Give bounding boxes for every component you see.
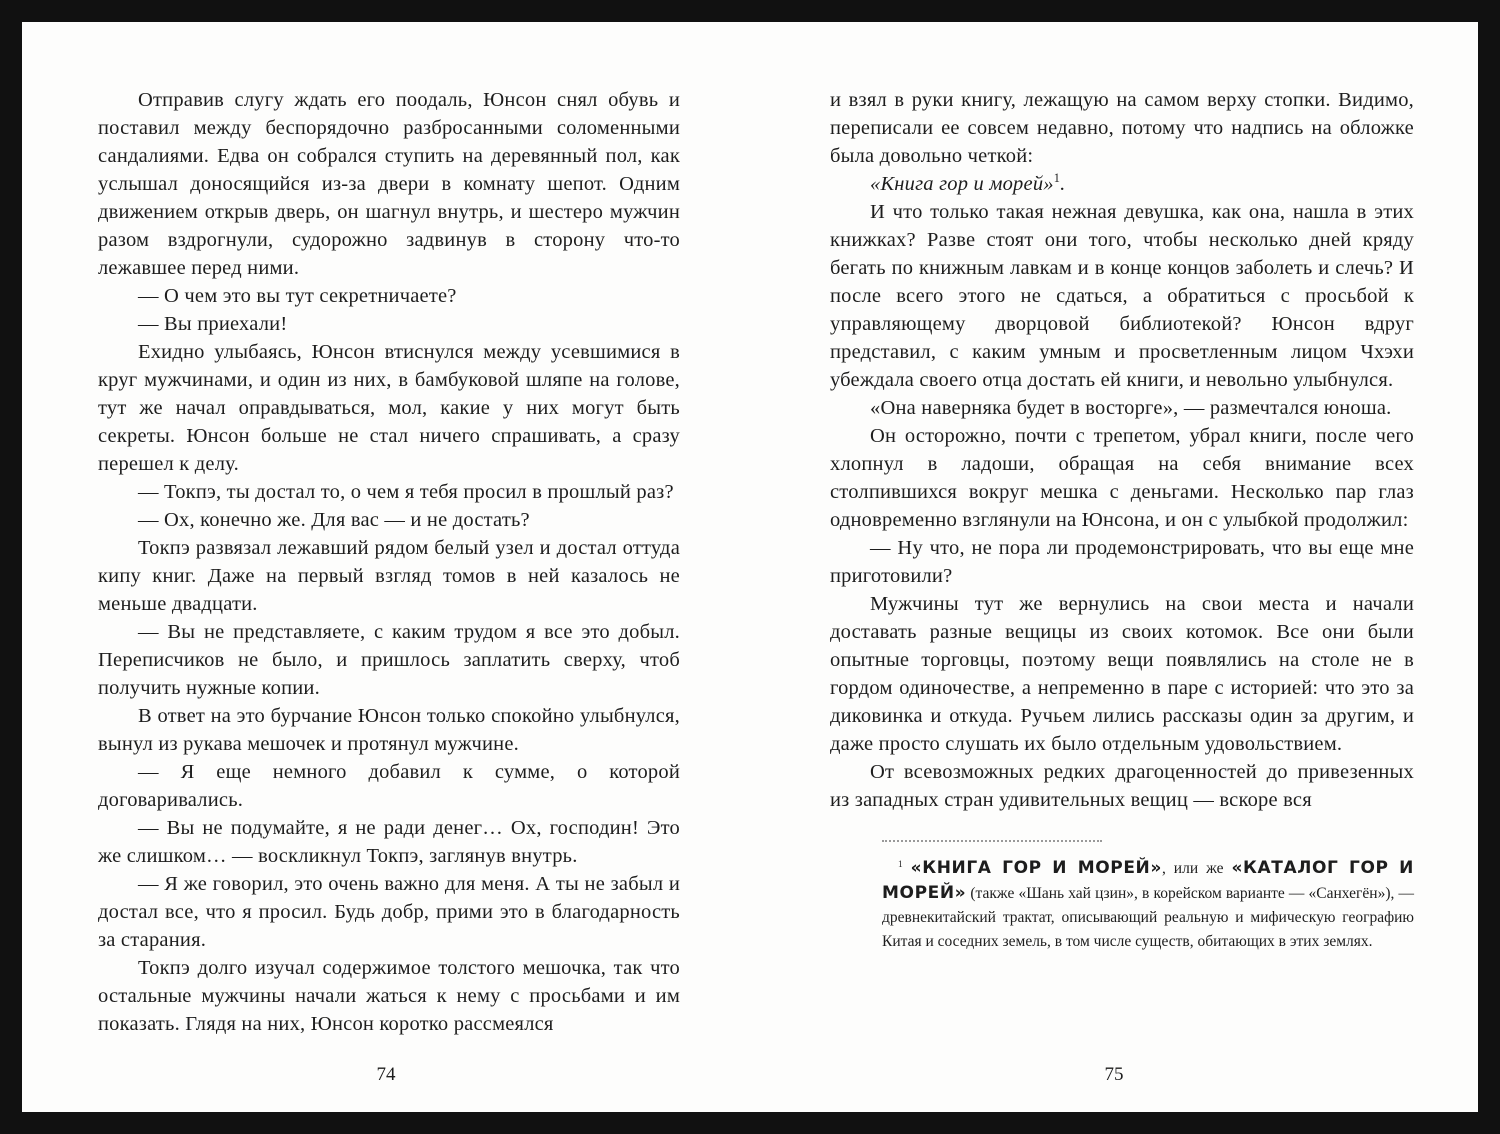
text-segment: — Токпэ, ты достал то, о чем я тебя просил в прошлый раз? bbox=[138, 481, 674, 503]
text-segment: — Ну что, не пора ли продемонстрировать, что вы еще мне приготовили? bbox=[830, 537, 1414, 587]
text-segment: «КАТАЛОГ ГОР И МОРЕЙ» bbox=[882, 858, 1414, 903]
text-segment: — Я же говорил, это очень важно для меня. А ты не забыл и достал все, что я просил. Будь добр, прими это в благодарность за старания. bbox=[98, 873, 680, 951]
page-text-right bbox=[830, 86, 1414, 814]
text-segment: В ответ на это бурчание Юнсон только спокойно улыбнулся, вынул из рукава мешочек и протянул мужчине. bbox=[98, 705, 680, 755]
text-segment: От всевозможных редких драгоценностей до привезенных из западных стран удивительных вещиц — вскоре вся bbox=[830, 761, 1414, 811]
text-segment: И что только такая нежная девушка, как она, нашла в этих книжках? Разве стоят они того, чтобы несколько дней кряду бегать по книжным лавкам и в конце концов заболеть и слечь? И после всего этого не сдаться, а обратиться с просьбой к управляющему дворцовой библиотекой? Юнсон вдруг представил, с каким умным и просветленным лицом Чхэхи убеждала своего отца достать ей книги, и невольно улыбнулся. bbox=[830, 201, 1414, 391]
paragraph bbox=[98, 618, 680, 702]
paragraph bbox=[98, 506, 680, 534]
paragraph bbox=[98, 954, 680, 1038]
paragraph bbox=[98, 534, 680, 618]
paragraph bbox=[882, 856, 1414, 954]
paragraph bbox=[98, 814, 680, 870]
text-segment: Отправив слугу ждать его поодаль, Юнсон снял обувь и поставил между беспорядочно разбросанными соломенными сандалиями. Едва он собрался ступить на деревянный пол, как услышал доносящийся из-за двери в комнату шепот. Одним движением открыв дверь, он шагнул внутрь, и шестеро мужчин разом вздрогнули, судорожно задвинув в сторону что-то лежавшее перед ними. bbox=[98, 89, 680, 279]
paragraph bbox=[98, 870, 680, 954]
footnote-text bbox=[882, 856, 1414, 954]
paragraph bbox=[98, 86, 680, 282]
page-right bbox=[750, 22, 1478, 1112]
text-segment: «Книга гор и морей» bbox=[870, 173, 1054, 195]
paragraph bbox=[830, 198, 1414, 394]
text-segment: — Вы не подумайте, я не ради денег… Ох, господин! Это же слишком… — воскликнул Токпэ, заглянув внутрь. bbox=[98, 817, 680, 867]
text-segment: Мужчины тут же вернулись на свои места и начали доставать разные вещицы из своих котомок. Все они были опытные торговцы, поэтому вещи появлялись на столе не в гордом одиночестве, а непременно в паре с историей: что это за диковинка и откуда. Ручьем лились рассказы один за другим, и даже просто слушать их было отдельным удовольствием. bbox=[830, 593, 1414, 755]
footnote bbox=[882, 840, 1414, 954]
paragraph bbox=[830, 534, 1414, 590]
paragraph bbox=[98, 702, 680, 758]
page-number-right: 75 bbox=[1104, 1064, 1124, 1085]
text-segment: — О чем это вы тут секретничаете? bbox=[138, 285, 457, 307]
paragraph bbox=[830, 422, 1414, 534]
text-segment bbox=[903, 860, 911, 877]
text-segment: Он осторожно, почти с трепетом, убрал книги, после чего хлопнул в ладоши, обращая на себя внимание всех столпившихся вокруг мешка с деньгами. Несколько пар глаз одновременно взглянули на Юнсона, и он с улыбкой продолжил: bbox=[830, 425, 1414, 531]
text-segment: — Вы не представляете, с каким трудом я все это добыл. Переписчиков не было, и пришлось заплатить сверху, чтоб получить нужные копии. bbox=[98, 621, 680, 699]
paragraph bbox=[830, 590, 1414, 758]
text-segment: , или же bbox=[1161, 860, 1232, 877]
paragraph bbox=[98, 338, 680, 478]
footnote-separator bbox=[882, 840, 1102, 842]
footnote-ref: 1 bbox=[898, 859, 903, 870]
text-segment: «КНИГА ГОР И МОРЕЙ» bbox=[910, 858, 1162, 878]
paragraph bbox=[98, 478, 680, 506]
page-text-left bbox=[98, 86, 680, 1038]
paragraph bbox=[830, 86, 1414, 170]
paragraph bbox=[98, 758, 680, 814]
book-spread bbox=[22, 22, 1478, 1112]
page-left bbox=[22, 22, 750, 1112]
footnote-ref: 1 bbox=[1053, 171, 1061, 186]
text-segment: — Вы приехали! bbox=[138, 313, 288, 335]
text-segment: и взял в руки книгу, лежащую на самом верху стопки. Видимо, переписали ее совсем недавно, потому что надпись на обложке была довольно четкой: bbox=[830, 89, 1414, 167]
paragraph bbox=[98, 282, 680, 310]
paragraph bbox=[830, 170, 1414, 198]
text-segment: «Она наверняка будет в восторге», — размечтался юноша. bbox=[870, 397, 1392, 419]
paragraph bbox=[830, 758, 1414, 814]
text-segment: Токпэ долго изучал содержимое толстого мешочка, так что остальные мужчины начали жаться к нему с просьбами и им показать. Глядя на них, Юнсон коротко рассмеялся bbox=[98, 957, 680, 1035]
text-segment: (также «Шань хай цзин», в корейском варианте — «Санхегён»), — древнекитайский трактат, описывающий реальную и мифическую географию Китая и соседних земель, в том числе существ, обитающих в этих землях. bbox=[882, 885, 1414, 950]
page-number-left: 74 bbox=[376, 1064, 396, 1085]
text-segment: — Ох, конечно же. Для вас — и не достать? bbox=[138, 509, 530, 531]
paragraph bbox=[98, 310, 680, 338]
text-segment: Ехидно улыбаясь, Юнсон втиснулся между усевшимися в круг мужчинами, и один из них, в бамбуковой шляпе на голове, тут же начал оправдываться, мол, какие у них могут быть секреты. Юнсон больше не стал ничего спрашивать, а сразу перешел к делу. bbox=[98, 341, 680, 475]
text-segment: . bbox=[1060, 173, 1066, 195]
text-segment: — Я еще немного добавил к сумме, о которой договаривались. bbox=[98, 761, 680, 811]
text-segment: Токпэ развязал лежавший рядом белый узел и достал оттуда кипу книг. Даже на первый взгляд томов в ней казалось не меньше двадцати. bbox=[98, 537, 680, 615]
paragraph bbox=[830, 394, 1414, 422]
